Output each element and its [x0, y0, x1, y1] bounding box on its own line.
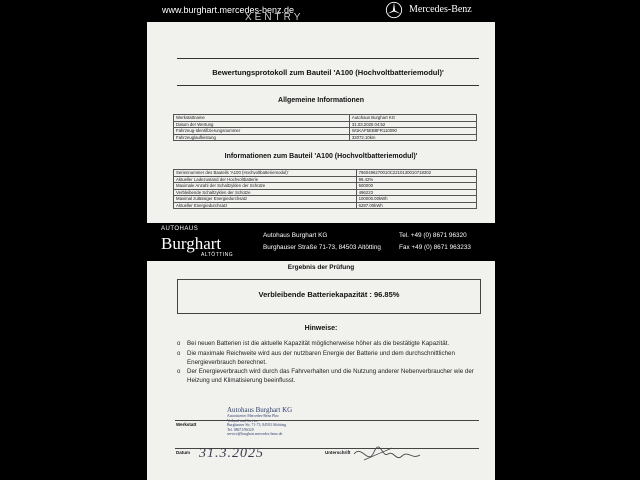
website-url: www.burghart.mercedes-benz.de — [162, 5, 295, 15]
burghart-logo: AUTOHAUS Burghart ALTÖTTING — [161, 226, 234, 258]
list-item: o Der Energieverbrauch wird durch das Fahrverhalten und die Nutzung anderer Nebenverbraucher wie der Heizung und Klimatisierung beeinflusst. — [177, 368, 487, 386]
signature-label: Unterschrift — [325, 450, 351, 455]
general-info-table — [173, 114, 477, 141]
table-row: Maximale Anzahl der Schaltzyklen der Schütze 500000 — [174, 183, 477, 190]
dealer-banner — [147, 223, 495, 261]
table-row: Aktueller Ladezustand der Hochvoltbatterie 99.42% — [174, 176, 477, 183]
date-label: Datum — [176, 450, 191, 455]
company-tel: Tel. +49 (0) 8671 96320 — [399, 232, 467, 239]
signature — [352, 440, 422, 470]
company-address: Burghauser Straße 71-73, 84503 Altötting — [263, 244, 381, 251]
notes-list — [177, 340, 487, 387]
table-row: Seriennummer des Bauteils 'A100 (Hochvoltbatteriemodul)' 7860496270010C2210130010718302 — [174, 170, 477, 177]
general-heading: Allgemeine Informationen — [278, 97, 364, 104]
table-row: Aktueller Energiedurchsatz 6287.00kWh — [174, 202, 477, 209]
table-row: Maximal zulässiger Energiedurchsatz 100000.00kWh — [174, 196, 477, 203]
component-heading: Informationen zum Bauteil 'A100 (Hochvoltbatteriemodul)' — [224, 153, 418, 160]
list-item: o Die maximale Reichweite wird aus der nutzbaren Energie der Batterie und dem durchschnittlichen Energieverbrauch berechnet. — [177, 350, 487, 368]
notes-heading: Hinweise: — [304, 325, 338, 332]
document-title: Bewertungsprotokoll zum Bauteil 'A100 (Hochvoltbatteriemodul)' — [212, 68, 444, 77]
handwritten-date: 31.3.2025 — [199, 446, 264, 461]
component-info-table — [173, 169, 477, 209]
mercedes-star-icon — [385, 1, 403, 19]
table-row: Werkstattname Autohaus Burghart KG — [174, 115, 477, 122]
company-stamp: Autohaus Burghart KG Autorisierter Mercedes-Benz Pkw Verkauf und Service Burghauser Str. 71-73, 84503 Altötting Tel. 08671/96320 service@burghart.mercedes-benz.de — [227, 406, 293, 437]
table-row: Fahrzeuglaufleistung 32072.10km — [174, 134, 477, 141]
brand-name: Mercedes-Benz — [409, 4, 472, 15]
xentry-mark: XENTRY — [245, 12, 304, 23]
remaining-capacity: Verbleibende Batteriekapazität : 96.85% — [258, 290, 400, 299]
table-row: Datum der Wertung 31.03.2025 04:52 — [174, 121, 477, 128]
table-row: Fahrzeug-Identifizierungsnummer W1KAF5EB8FR110090 — [174, 128, 477, 135]
list-item: o Bei neuen Batterien ist die aktuelle Kapazität möglicherweise höher als die bestätigte Kapazität. — [177, 340, 487, 349]
company-fax: Fax +49 (0) 8671 963233 — [399, 244, 471, 251]
title-box — [177, 58, 479, 86]
divider — [175, 420, 479, 421]
header-bar — [147, 0, 495, 22]
company-name: Autohaus Burghart KG — [263, 232, 328, 239]
result-heading: Ergebnis der Prüfung — [287, 264, 355, 271]
table-row: Verbleibende Schaltzyklen der Schütze 496223 — [174, 189, 477, 196]
result-box — [177, 279, 481, 314]
workshop-label: Werkstatt — [176, 422, 197, 427]
